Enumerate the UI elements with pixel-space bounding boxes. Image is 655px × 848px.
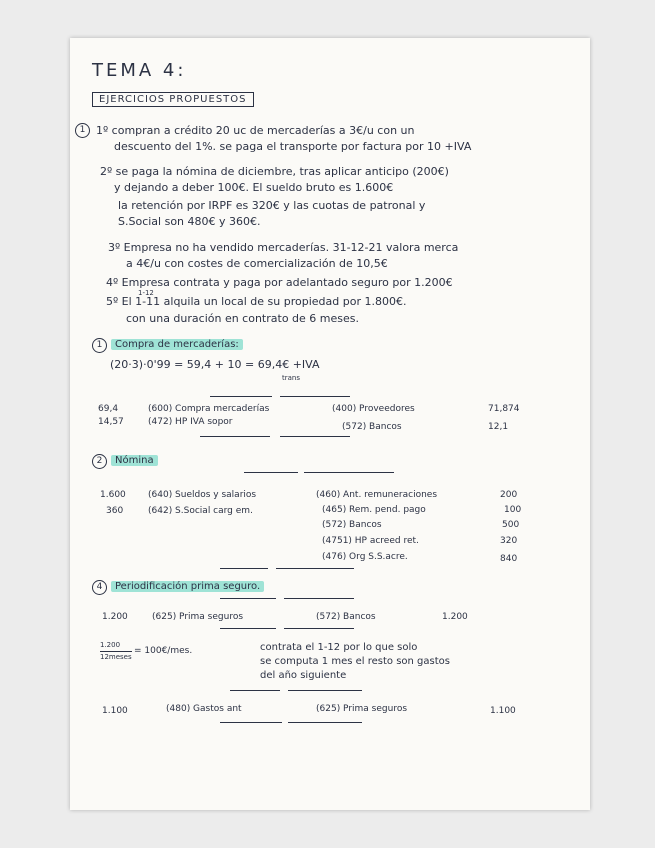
- entry-amount: 360: [106, 506, 124, 516]
- section-number: 2: [92, 454, 107, 469]
- entry-amount: 200: [500, 490, 518, 500]
- notebook-page: [70, 38, 590, 810]
- statement-line: con una duración en contrato de 6 meses.: [126, 312, 359, 325]
- entry-account: (640) Sueldos y salarios: [148, 490, 257, 500]
- entry-account: (4751) HP acreed ret.: [322, 536, 419, 546]
- exercise-number: 1: [75, 123, 90, 138]
- section-number: 4: [92, 580, 107, 595]
- entry-account: (480) Gastos ant: [166, 704, 242, 714]
- section-heading-insurance: [92, 580, 264, 595]
- explanation-line: del año siguiente: [260, 670, 347, 681]
- entry-account: (572) Bancos: [316, 612, 376, 622]
- section-heading-text: Compra de mercaderías:: [111, 339, 243, 350]
- statement-line: a 4€/u con costes de comercialización de 10,5€: [126, 257, 388, 270]
- statement-line: 2º se paga la nómina de diciembre, tras aplicar anticipo (200€): [100, 165, 449, 178]
- statement-line: 1º compran a crédito 20 uc de mercaderías a 3€/u con un: [96, 124, 415, 137]
- section-number: 1: [92, 338, 107, 353]
- entry-account: (572) Bancos: [342, 422, 402, 432]
- entry-amount: 840: [500, 554, 518, 564]
- page-title: TEMA 4:: [92, 60, 187, 81]
- entry-amount: 1.200: [442, 612, 468, 622]
- entry-amount: 1.100: [490, 706, 516, 716]
- entry-account: (625) Prima seguros: [316, 704, 408, 714]
- entry-amount: 12,1: [488, 422, 509, 432]
- statement-line: 4º Empresa contrata y paga por adelantado seguro por 1.200€: [106, 276, 453, 289]
- statement-line: descuento del 1%. se paga el transporte por factura por 10 +IVA: [114, 140, 472, 153]
- section-heading-payroll: [92, 454, 158, 469]
- entry-account: (472) HP IVA sopor: [148, 417, 233, 427]
- explanation-line: se computa 1 mes el resto son gastos: [260, 656, 450, 667]
- statement-line: 5º El 1-11 alquila un local de su propiedad por 1.800€.: [106, 295, 407, 308]
- exercise-number-marker: [75, 122, 94, 138]
- section-heading-text: Nómina: [111, 455, 158, 466]
- entry-account: (476) Org S.S.acre.: [322, 552, 408, 562]
- entry-account: (460) Ant. remuneraciones: [316, 490, 438, 500]
- section-heading-text: Periodificación prima seguro.: [111, 581, 264, 592]
- explanation-line: contrata el 1-12 por lo que solo: [260, 642, 418, 653]
- calc-subscript: trans: [282, 374, 300, 382]
- statement-line: S.Social son 480€ y 360€.: [118, 215, 261, 228]
- entry-amount: 100: [504, 505, 522, 515]
- entry-amount: 1.200: [102, 612, 128, 622]
- entry-account: (400) Proveedores: [332, 404, 415, 414]
- entry-amount: 320: [500, 536, 518, 546]
- entry-amount: 1.100: [102, 706, 128, 716]
- purchase-calculation: (20·3)·0'99 = 59,4 + 10 = 69,4€ +IVA: [110, 358, 320, 371]
- entry-account: (625) Prima seguros: [152, 612, 244, 622]
- division-numerator: 1.200: [100, 641, 121, 649]
- entry-amount: 500: [502, 520, 520, 530]
- statement-line: 3º Empresa no ha vendido mercaderías. 31-12-21 valora merca: [108, 241, 459, 254]
- entry-amount: 1.600: [100, 490, 126, 500]
- date-note: 1-12: [138, 289, 154, 297]
- entry-amount: 14,57: [98, 417, 124, 427]
- entry-amount: 69,4: [98, 404, 119, 414]
- entry-account: (572) Bancos: [322, 520, 382, 530]
- section-heading-purchase: [92, 338, 243, 353]
- statement-line: la retención por IRPF es 320€ y las cuotas de patronal y: [118, 199, 426, 212]
- entry-account: (642) S.Social carg em.: [148, 506, 253, 516]
- division-result: = 100€/mes.: [134, 646, 193, 656]
- entry-account: (465) Rem. pend. pago: [322, 505, 426, 515]
- entry-account: (600) Compra mercaderías: [148, 404, 270, 414]
- section-subtitle: EJERCICIOS PROPUESTOS: [92, 92, 254, 107]
- entry-amount: 71,874: [488, 404, 520, 414]
- division-denominator: 12meses: [100, 653, 132, 661]
- statement-line: y dejando a deber 100€. El sueldo bruto es 1.600€: [114, 181, 394, 194]
